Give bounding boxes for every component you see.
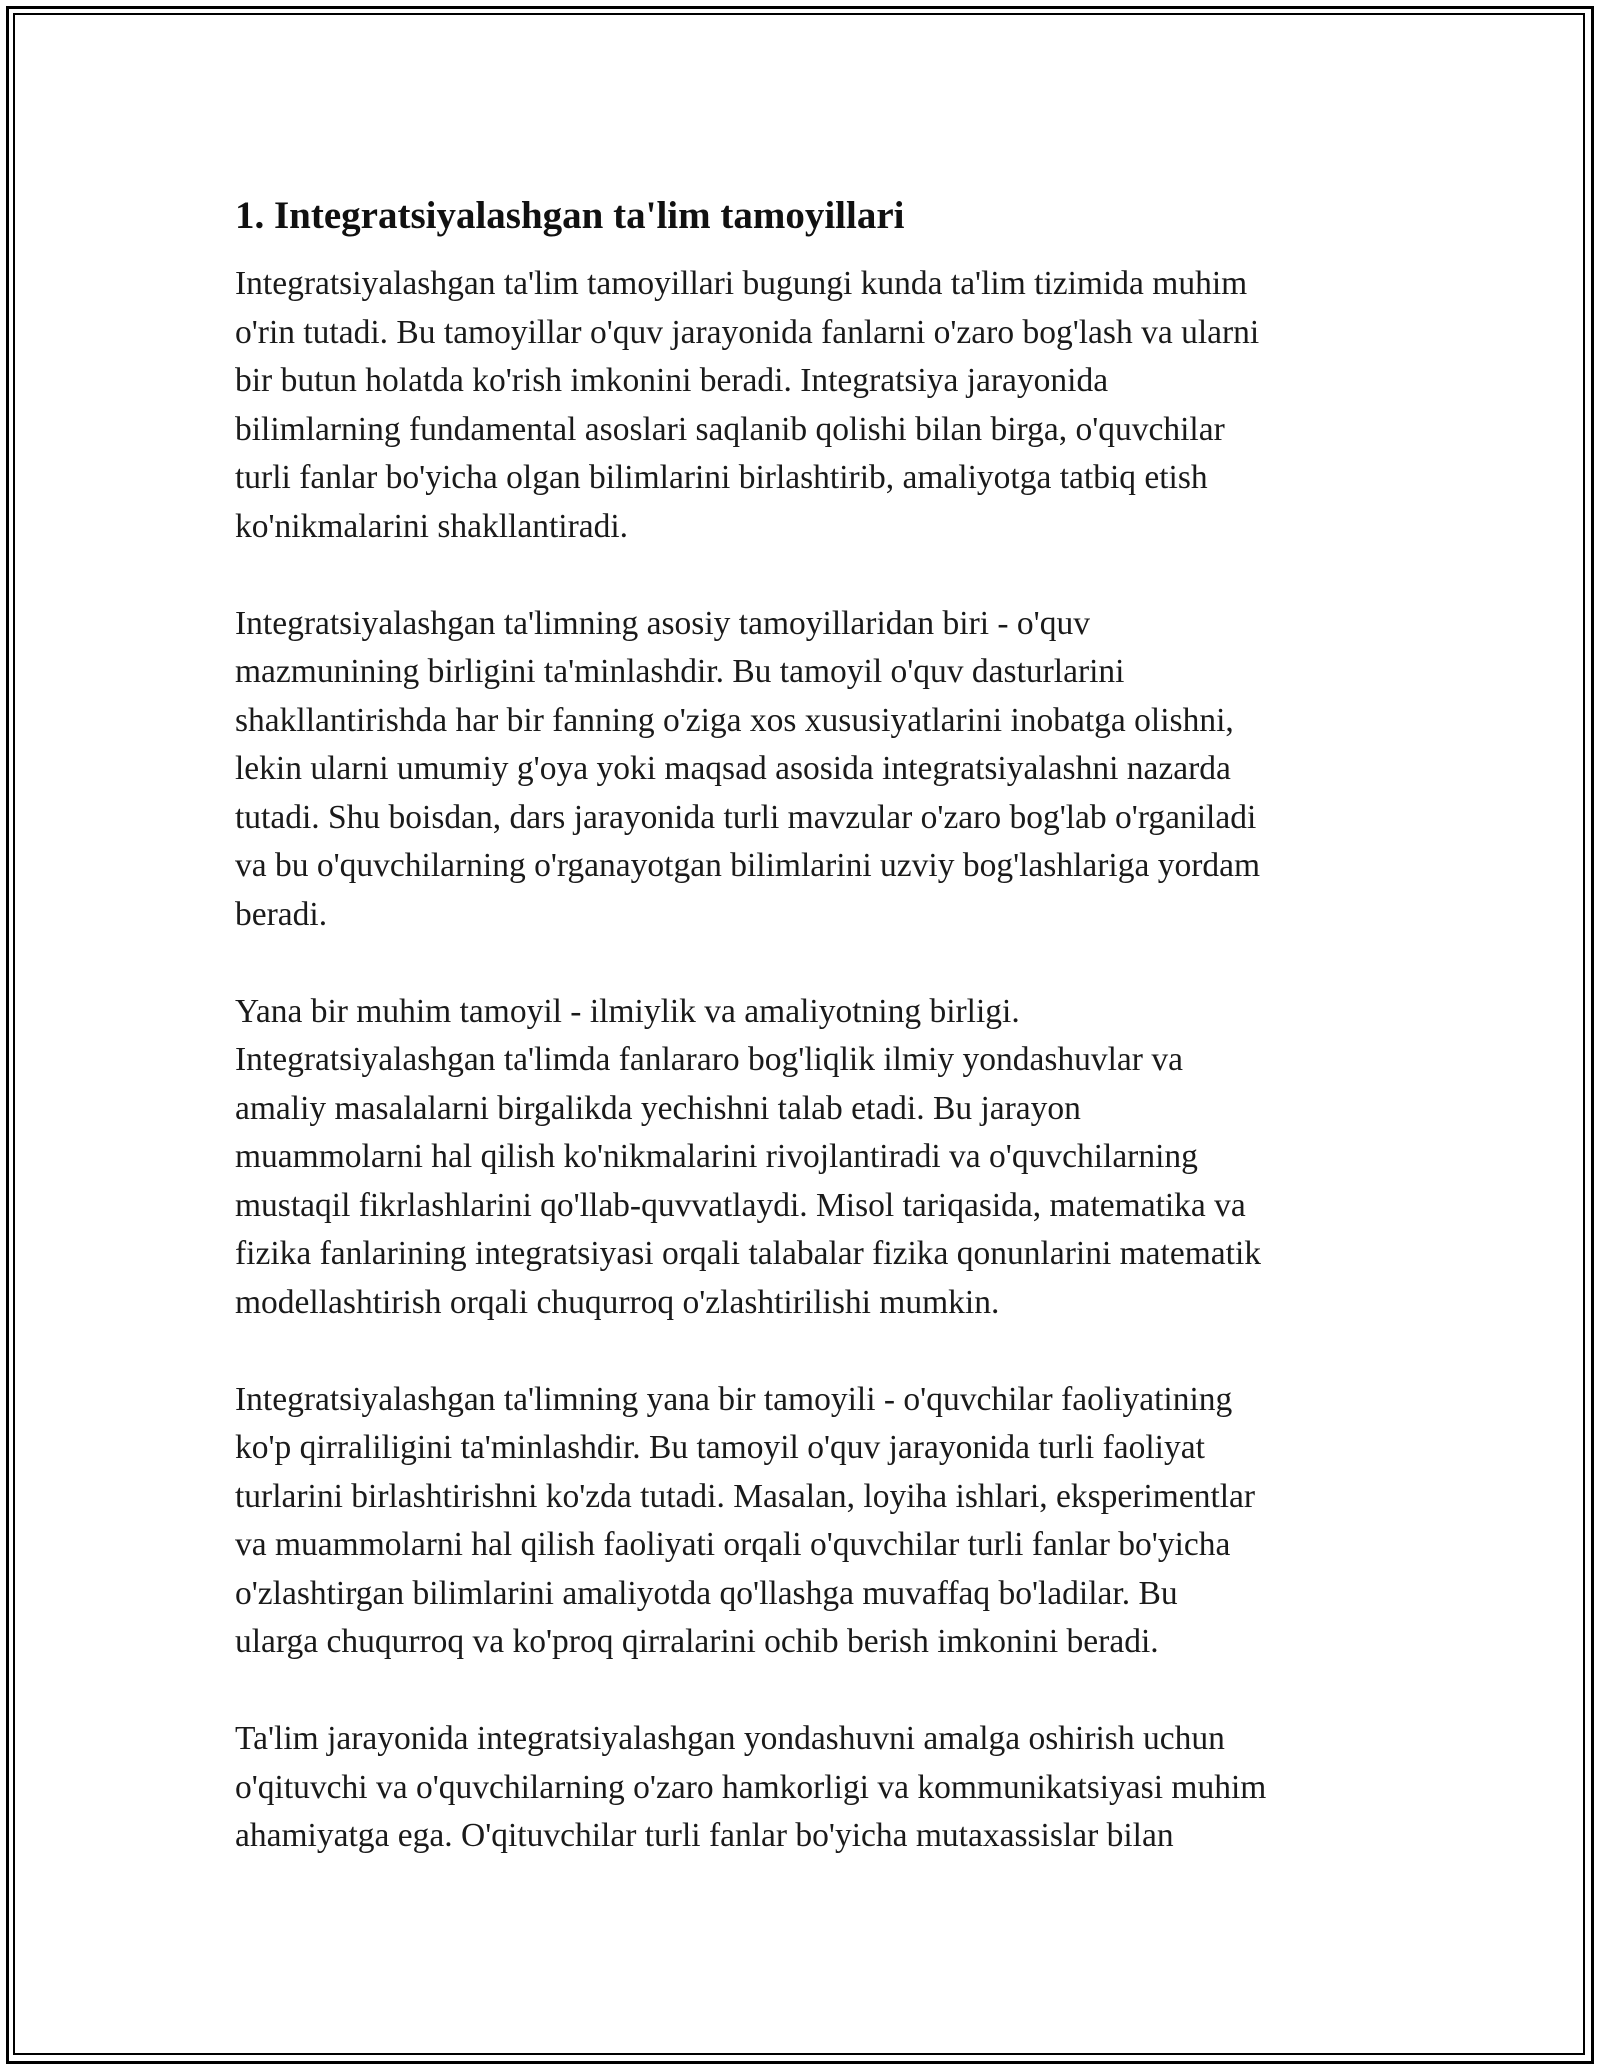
paragraph-4 xyxy=(235,1376,1375,1667)
section-heading: 1. Integratsiyalashgan ta'lim tamoyillari xyxy=(235,194,905,237)
text-line: Integratsiyalashgan ta'limning yana bir tamoyili - o'quvchilar faoliyatining xyxy=(235,1380,1233,1418)
text-line: modellashtirish orqali chuqurroq o'zlashtirilishi mumkin. xyxy=(235,1283,1000,1321)
text-line: beradi. xyxy=(235,895,328,933)
text-line: ko'nikmalarini shakllantiradi. xyxy=(235,507,629,545)
paragraph-5 xyxy=(235,1715,1375,1861)
text-line: Yana bir muhim tamoyil - ilmiylik va amaliyotning birligi. xyxy=(235,992,1020,1030)
text-line: ko'p qirraliligini ta'minlashdir. Bu tamoyil o'quv jarayonida turli faoliyat xyxy=(235,1429,1205,1466)
paragraph-2 xyxy=(235,600,1375,940)
text-line: bir butun holatda ko'rish imkonini beradi. Integratsiya jarayonida xyxy=(235,362,1109,399)
text-line: muammolarni hal qilish ko'nikmalarini rivojlantiradi va o'quvchilarning xyxy=(235,1138,1198,1175)
text-line: o'rin tutadi. Bu tamoyillar o'quv jarayonida fanlarni o'zaro bog'lash va ularni xyxy=(235,313,1260,351)
text-line: Integratsiyalashgan ta'limning asosiy tamoyillaridan biri - o'quv xyxy=(235,604,1090,642)
text-line: mustaqil fikrlashlarini qo'llab-quvvatlaydi. Misol tariqasida, matematika va xyxy=(235,1186,1246,1224)
text-line: bilimlarning fundamental asoslari saqlanib qolishi bilan birga, o'quvchilar xyxy=(235,410,1225,448)
text-line: turlarini birlashtirishni ko'zda tutadi. Masalan, loyiha ishlari, eksperimentlar xyxy=(235,1477,1256,1515)
text-line: Ta'lim jarayonida integratsiyalashgan yondashuvni amalga oshirish uchun xyxy=(235,1720,1225,1757)
text-line: turli fanlar bo'yicha olgan bilimlarini birlashtirib, amaliyotga tatbiq etish xyxy=(235,459,1208,496)
document-body xyxy=(235,190,1375,1909)
text-line: o'zlashtirgan bilimlarini amaliyotda qo'llashga muvaffaq bo'ladilar. Bu xyxy=(235,1574,1178,1612)
text-line: fizika fanlarining integratsiyasi orqali talabalar fizika qonunlarini matematik xyxy=(235,1235,1262,1272)
text-line: mazmunining birligini ta'minlashdir. Bu tamoyil o'quv dasturlarini xyxy=(235,653,1125,690)
text-line: ahamiyatga ega. O'qituvchilar turli fanlar bo'yicha mutaxassislar bilan xyxy=(235,1817,1174,1854)
text-line: Integratsiyalashgan ta'limda fanlararo bog'liqlik ilmiy yondashuvlar va xyxy=(235,1041,1183,1078)
text-line: lekin ularni umumiy g'oya yoki maqsad asosida integratsiyalashni nazarda xyxy=(235,750,1231,787)
text-line: amaliy masalalarni birgalikda yechishni talab etadi. Bu jarayon xyxy=(235,1089,1081,1127)
paragraph-3 xyxy=(235,988,1375,1328)
text-line: shakllantirishda har bir fanning o'ziga xos xususiyatlarini inobatga olishni, xyxy=(235,701,1234,739)
text-line: va muammolarni hal qilish faoliyati orqali o'quvchilar turli fanlar bo'yicha xyxy=(235,1526,1231,1563)
text-line: o'qituvchi va o'quvchilarning o'zaro hamkorligi va kommunikatsiyasi muhim xyxy=(235,1768,1267,1806)
text-line: Integratsiyalashgan ta'lim tamoyillari bugungi kunda ta'lim tizimida muhim xyxy=(235,265,1248,302)
text-line: ularga chuqurroq va ko'proq qirralarini ochib berish imkonini beradi. xyxy=(235,1623,1159,1660)
paragraph-1 xyxy=(235,260,1375,551)
text-line: va bu o'quvchilarning o'rganayotgan bilimlarini uzviy bog'lashlariga yordam xyxy=(235,847,1261,884)
text-line: tutadi. Shu boisdan, dars jarayonida turli mavzular o'zaro bog'lab o'rganiladi xyxy=(235,798,1257,836)
